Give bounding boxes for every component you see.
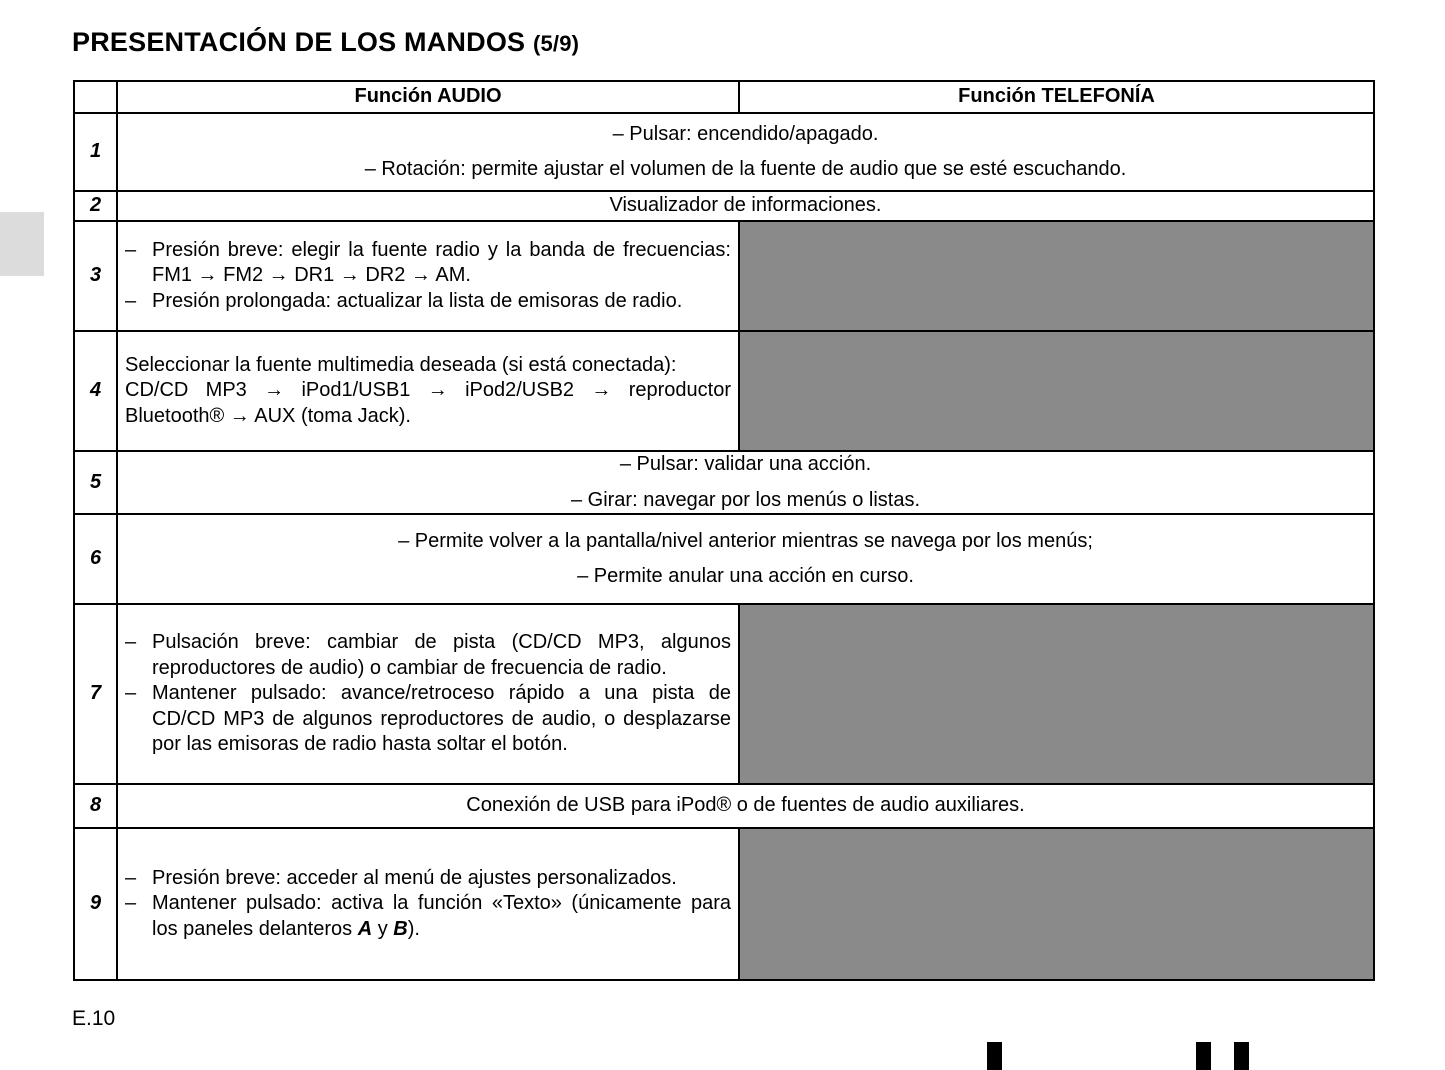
function-list xyxy=(125,630,731,758)
table-row xyxy=(74,514,1374,604)
row-description xyxy=(117,191,1374,221)
table-row xyxy=(74,604,1374,784)
description-line: – Girar: navegar por los menús o listas. xyxy=(570,488,921,511)
row-number: 7 xyxy=(74,604,117,784)
header-telephony: Función TELEFONÍA xyxy=(739,81,1374,113)
controls-table xyxy=(73,80,1375,981)
item-text: y xyxy=(372,917,394,940)
row-description xyxy=(117,784,1374,828)
list-item: – Presión prolongada: actualizar la lista de emisoras de radio. xyxy=(125,289,731,315)
panel-label-a: A xyxy=(357,917,373,940)
telephony-cell-empty xyxy=(739,604,1374,784)
row-number: 8 xyxy=(74,784,117,828)
function-list xyxy=(125,866,731,943)
row-number: 3 xyxy=(74,221,117,331)
list-item: – Mantener pulsado: avance/retroceso rápido a una pista de CD/CD MP3 de algunos reproductores de audio, o desplazarse por las emisoras de radio hasta soltar el botón. xyxy=(125,681,731,758)
description-line: – Permite anular una acción en curso. xyxy=(577,565,914,587)
list-item: – Pulsación breve: cambiar de pista (CD/CD MP3, algunos reproductores de audio) o cambiar de frecuencia de radio. xyxy=(125,630,731,681)
table-header-row xyxy=(74,81,1374,113)
header-audio: Función AUDIO xyxy=(117,81,739,113)
row-number: 9 xyxy=(74,828,117,980)
row-number: 5 xyxy=(74,451,117,514)
row-number: 6 xyxy=(74,514,117,604)
description-line: Conexión de USB para iPod® o de fuentes de audio auxiliares. xyxy=(466,794,1025,817)
crop-mark xyxy=(987,1042,1002,1070)
table-row xyxy=(74,331,1374,451)
list-item: – Presión breve: elegir la fuente radio y la banda de frecuencias: FM1 → FM2 → DR1 → DR2 → AM. xyxy=(125,238,731,289)
section-tab-marker xyxy=(0,212,44,276)
item-text: Mantener pulsado: activa la función «Texto» (únicamente para los paneles delanteros xyxy=(152,892,731,940)
description-line: – Rotación: permite ajustar el volumen de la fuente de audio que se esté escuchando. xyxy=(364,158,1127,180)
description-line: – Permite volver a la pantalla/nivel anterior mientras se navega por los menús; xyxy=(398,529,1093,552)
audio-function-cell xyxy=(117,604,739,784)
page-title xyxy=(72,26,579,60)
list-item: – Presión breve: acceder al menú de ajustes personalizados. xyxy=(125,866,731,892)
audio-function-cell xyxy=(117,331,739,451)
function-list xyxy=(125,238,731,315)
audio-function-cell xyxy=(117,828,739,980)
telephony-cell-empty xyxy=(739,331,1374,451)
row-description xyxy=(117,451,1374,514)
audio-function-cell xyxy=(117,221,739,331)
table-row xyxy=(74,191,1374,221)
description-line: – Pulsar: validar una acción. xyxy=(619,453,872,475)
row-number: 1 xyxy=(74,113,117,191)
page-indicator: (5/9) xyxy=(532,31,580,56)
row-description xyxy=(117,113,1374,191)
panel-label-b: B xyxy=(393,917,408,940)
row-number: 4 xyxy=(74,331,117,451)
crop-mark xyxy=(1234,1042,1249,1070)
item-text: ). xyxy=(407,917,420,940)
table-row xyxy=(74,451,1374,514)
description-line: CD/CD MP3 → iPod1/USB1 → iPod2/USB2 → reproductor Bluetooth® → AUX (toma Jack). xyxy=(125,379,731,427)
telephony-cell-empty xyxy=(739,221,1374,331)
header-number xyxy=(74,81,117,113)
page-number: E.10 xyxy=(72,1007,116,1030)
telephony-cell-empty xyxy=(739,828,1374,980)
description-line: Seleccionar la fuente multimedia deseada (si está conectada): xyxy=(125,353,677,376)
table-row xyxy=(74,784,1374,828)
description-line: – Pulsar: encendido/apagado. xyxy=(612,122,879,145)
row-number: 2 xyxy=(74,191,117,221)
list-item xyxy=(125,891,731,942)
crop-mark xyxy=(1196,1042,1211,1070)
page-title-text: PRESENTACIÓN DE LOS MANDOS xyxy=(72,27,526,57)
description-line: Visualizador de informaciones. xyxy=(609,194,882,217)
table-row xyxy=(74,113,1374,191)
table-row xyxy=(74,828,1374,980)
row-description xyxy=(117,514,1374,604)
table-row xyxy=(74,221,1374,331)
